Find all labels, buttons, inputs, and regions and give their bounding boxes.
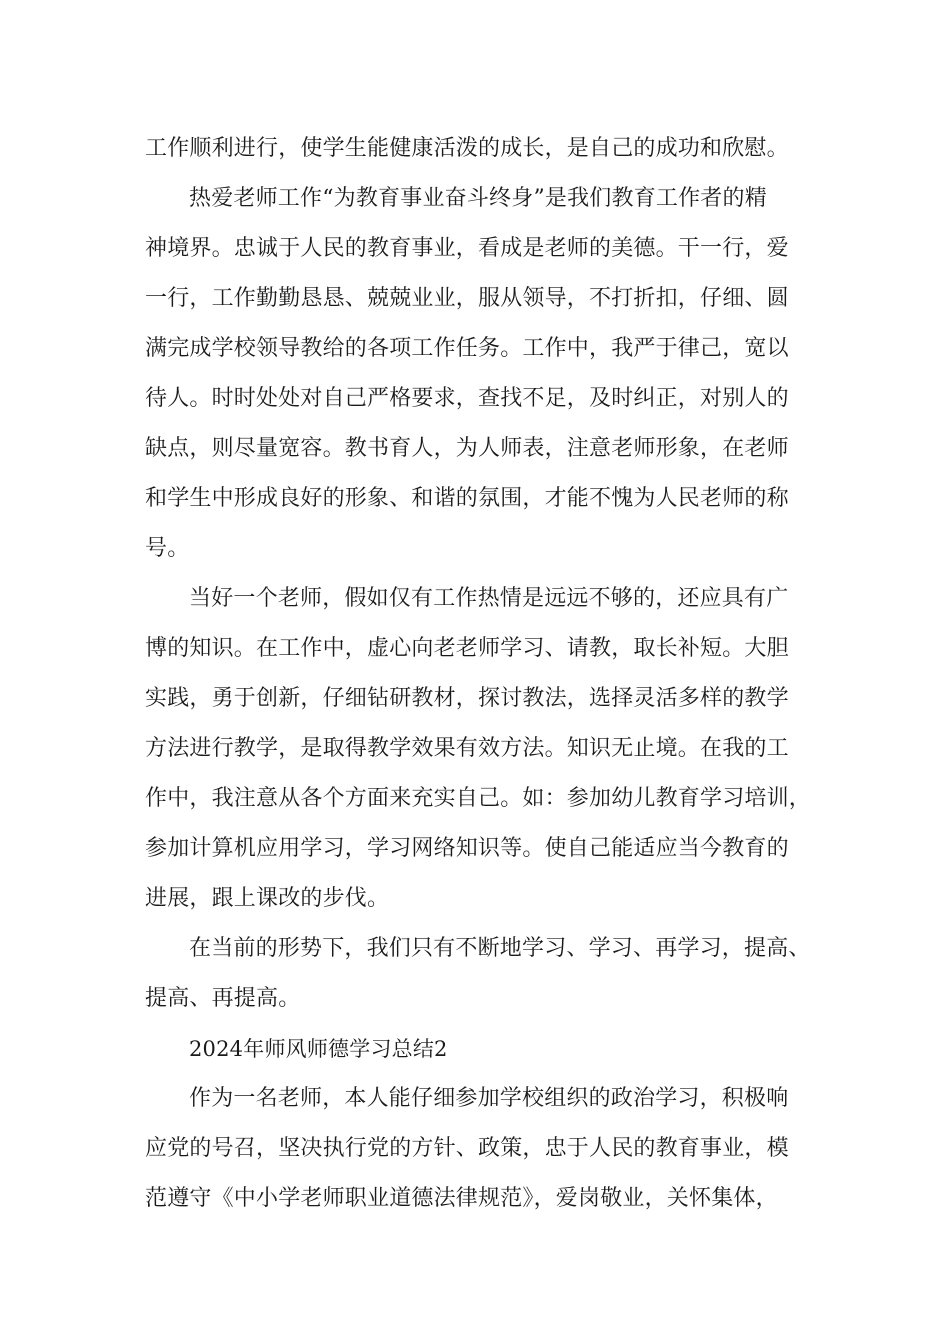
paragraph-line: 博的知识。在工作中，虚心向老老师学习、请教，取长补短。大胆 <box>145 636 789 661</box>
paragraph-line: 一行，工作勤勤恳恳、兢兢业业，服从领导，不打折扣，仔细、圆 <box>145 286 789 311</box>
paragraph-line: 神境界。忠诚于人民的教育事业，看成是老师的美德。干一行，爱 <box>145 236 789 261</box>
paragraph-line: 和学生中形成良好的形象、和谐的氛围，才能不愧为人民老师的称 <box>145 486 789 511</box>
section-heading: 2024年师风师德学习总结2 <box>189 1037 448 1061</box>
paragraph-line: 热爱老师工作“为教育事业奋斗终身”是我们教育工作者的精 <box>189 186 767 211</box>
paragraph-line: 工作顺利进行，使学生能健康活泼的成长，是自己的成功和欣慰。 <box>145 136 789 161</box>
paragraph-line: 作为一名老师，本人能仔细参加学校组织的政治学习，积极响 <box>189 1086 789 1111</box>
paragraph-line: 待人。时时处处对自己严格要求，查找不足，及时纠正，对别人的 <box>145 386 789 411</box>
paragraph-line: 实践，勇于创新，仔细钻研教材，探讨教法，选择灵活多样的教学 <box>145 686 789 711</box>
paragraph-line: 作中，我注意从各个方面来充实自己。如：参加幼儿教育学习培训， <box>145 786 812 811</box>
paragraph-line: 缺点，则尽量宽容。教书育人，为人师表，注意老师形象，在老师 <box>145 436 789 461</box>
paragraph-line: 应党的号召，坚决执行党的方针、政策，忠于人民的教育事业，模 <box>145 1136 789 1161</box>
paragraph-line: 范遵守《中小学老师职业道德法律规范》，爱岗敬业，关怀集体， <box>145 1186 778 1211</box>
paragraph-line: 方法进行教学，是取得教学效果有效方法。知识无止境。在我的工 <box>145 736 789 761</box>
paragraph-line: 满完成学校领导教给的各项工作任务。工作中，我严于律己，宽以 <box>145 336 789 361</box>
paragraph-line: 提高、再提高。 <box>145 986 301 1011</box>
paragraph-line: 号。 <box>145 536 190 561</box>
paragraph-line: 进展，跟上课改的步伐。 <box>145 886 390 911</box>
paragraph-line: 当好一个老师，假如仅有工作热情是远远不够的，还应具有广 <box>189 586 789 611</box>
paragraph-line: 参加计算机应用学习，学习网络知识等。使自己能适应当今教育的 <box>145 836 789 861</box>
paragraph-line: 在当前的形势下，我们只有不断地学习、学习、再学习，提高、 <box>189 936 811 961</box>
